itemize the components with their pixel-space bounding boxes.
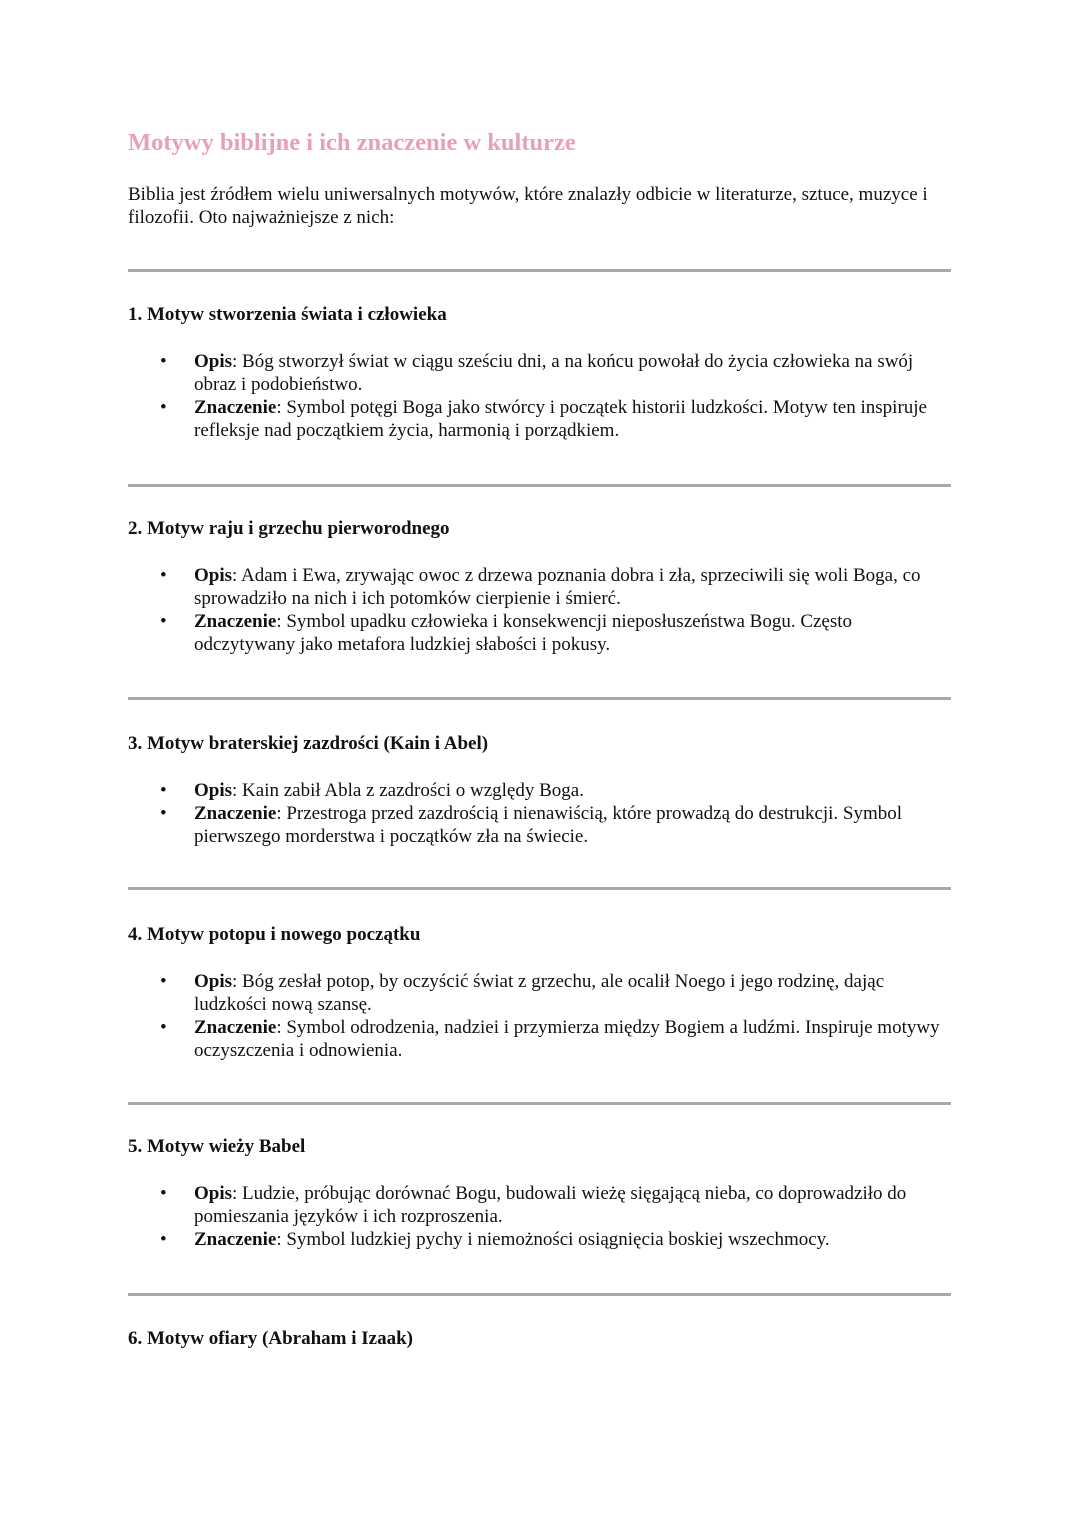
bullet-icon: • (160, 1229, 167, 1250)
item-text: : Kain zabił Abla z zazdrości o względy Boga. (232, 780, 584, 801)
bullet-icon: • (160, 565, 167, 586)
section-3 (128, 732, 958, 848)
label-opis: Opis (194, 351, 233, 372)
bullet-icon: • (160, 611, 167, 632)
bullet-icon: • (160, 803, 167, 824)
list-item (128, 802, 954, 848)
label-opis: Opis (194, 780, 233, 801)
list-item (128, 1182, 954, 1228)
section-heading: 1. Motyw stworzenia świata i człowieka (128, 304, 447, 325)
section-4 (128, 923, 958, 1062)
divider (128, 1102, 951, 1105)
item-text: : Przestroga przed zazdrością i nienawiścią, które prowadzą do destrukcji. Symbol pierwszego morderstwa i początków zła na świecie. (194, 803, 903, 847)
list-item (128, 396, 954, 442)
document-title: Motywy biblijne i ich znaczenie w kulturze (128, 129, 576, 156)
item-text: : Bóg zesłał potop, by oczyścić świat z grzechu, ale ocalił Noego i jego rodzinę, dając ludzkości nową szansę. (194, 971, 885, 1015)
section-1 (128, 303, 958, 442)
section-heading: 4. Motyw potopu i nowego początku (128, 924, 421, 945)
section-heading: 5. Motyw wieży Babel (128, 1136, 306, 1157)
bullet-list (128, 1182, 958, 1251)
list-item (128, 1016, 954, 1062)
list-item (128, 564, 954, 610)
label-opis: Opis (194, 1183, 233, 1204)
section-5 (128, 1135, 958, 1251)
divider (128, 269, 951, 272)
section-heading: 6. Motyw ofiary (Abraham i Izaak) (128, 1328, 413, 1349)
item-text: : Ludzie, próbując dorównać Bogu, budowali wieżę sięgającą nieba, co doprowadziło do pomieszania języków i ich rozproszenia. (194, 1183, 907, 1227)
bullet-icon: • (160, 351, 167, 372)
divider (128, 484, 951, 487)
label-znaczenie: Znaczenie (194, 803, 277, 824)
bullet-list (128, 779, 958, 848)
section-6 (128, 1327, 958, 1350)
list-item (128, 610, 954, 656)
label-znaczenie: Znaczenie (194, 397, 277, 418)
section-2 (128, 517, 958, 656)
bullet-list (128, 564, 958, 656)
intro-paragraph: Biblia jest źródłem wielu uniwersalnych motywów, które znalazły odbicie w literaturze, sztuce, muzyce i filozofii. Oto najważniejsze z nich: (128, 184, 928, 228)
bullet-icon: • (160, 1017, 167, 1038)
label-opis: Opis (194, 565, 233, 586)
label-opis: Opis (194, 971, 233, 992)
list-item (128, 779, 954, 802)
bullet-icon: • (160, 780, 167, 801)
bullet-icon: • (160, 971, 167, 992)
divider (128, 1293, 951, 1296)
label-znaczenie: Znaczenie (194, 1017, 277, 1038)
list-item (128, 970, 954, 1016)
item-text: : Symbol upadku człowieka i konsekwencji nieposłuszeństwa Bogu. Często odczytywany jako metafora ludzkiej słabości i pokusy. (194, 611, 853, 655)
label-znaczenie: Znaczenie (194, 611, 277, 632)
item-text: : Symbol odrodzenia, nadziei i przymierza między Bogiem a ludźmi. Inspiruje motywy oczyszczenia i odnowienia. (194, 1017, 940, 1061)
item-text: : Symbol ludzkiej pychy i niemożności osiągnięcia boskiej wszechmocy. (276, 1229, 830, 1250)
bullet-icon: • (160, 1183, 167, 1204)
bullet-icon: • (160, 397, 167, 418)
list-item (128, 350, 954, 396)
bullet-list (128, 350, 958, 442)
divider (128, 697, 951, 700)
section-heading: 2. Motyw raju i grzechu pierworodnego (128, 518, 450, 539)
list-item (128, 1228, 954, 1251)
section-heading: 3. Motyw braterskiej zazdrości (Kain i Abel) (128, 733, 489, 754)
bullet-list (128, 970, 958, 1062)
item-text: : Symbol potęgi Boga jako stwórcy i początek historii ludzkości. Motyw ten inspiruje refleksje nad początkiem życia, harmonią i porządkiem. (194, 397, 927, 441)
divider (128, 887, 951, 890)
label-znaczenie: Znaczenie (194, 1229, 277, 1250)
item-text: : Bóg stworzył świat w ciągu sześciu dni, a na końcu powołał do życia człowieka na swój obraz i podobieństwo. (194, 351, 914, 395)
item-text: : Adam i Ewa, zrywając owoc z drzewa poznania dobra i zła, sprzeciwili się woli Boga, co sprowadziło na nich i ich potomków cierpienie i śmierć. (194, 565, 921, 609)
